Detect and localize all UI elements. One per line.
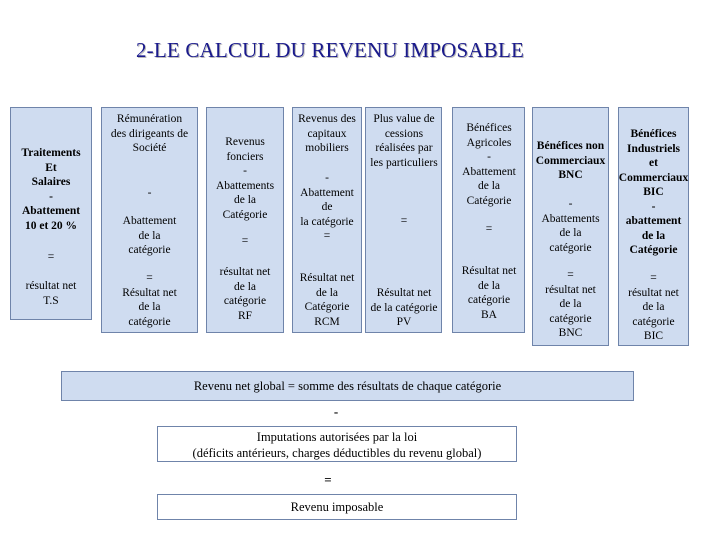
agricoles-result-text: Résultat net de la catégorie BA [461, 265, 517, 321]
plus-value-top-text: Plus value de cessions réalisées par les particuliers [370, 113, 438, 169]
traitements-equals: = [47, 251, 55, 263]
bnc-result-text: = résultat net de la catégorie BNC [545, 269, 596, 339]
bnc-top-text: Bénéfices non Commerciaux BNC [535, 140, 606, 181]
page-title: 2-LE CALCUL DU REVENU IMPOSABLE [135, 38, 525, 62]
dirigeants-result-text: = Résultat net de la catégorie [122, 272, 177, 328]
imputations-text: Imputations autorisées par la loi (déficits antérieurs, charges déductibles du revenu global) [192, 430, 482, 460]
agricoles-top-text: Bénéfices Agricoles - Abattement de la Catégorie [462, 122, 516, 207]
capitaux-top-text: Revenus des capitaux mobiliers [298, 113, 356, 154]
fonciers-result-text: résultat net de la catégorie RF [219, 266, 271, 322]
capitaux-result-text: Résultat net de la Catégorie RCM [299, 272, 355, 328]
revenu-imposable-text: Revenu imposable [290, 500, 384, 514]
minus-sign: - [333, 404, 339, 419]
plus-value-equals: = [400, 215, 408, 227]
bnc-abattements-text: - Abattements de la catégorie [541, 198, 600, 254]
dirigeants-top-text: Rémunération des dirigeants de Société [110, 113, 189, 154]
revenu-net-global-bar [61, 371, 634, 401]
bic-result-text: = résultat net de la catégorie BIC [628, 272, 679, 342]
dirigeants-abattement-text: Abattement de la catégorie [122, 215, 177, 256]
traitements-top-text: Traitements Et Salaires - Abattement 10 et 20 % [21, 147, 81, 232]
dirigeants-minus: - [147, 187, 152, 199]
fonciers-equals: = [241, 235, 249, 247]
imputations-box [157, 426, 517, 462]
equals-sign: = [324, 472, 332, 487]
traitements-result-text: résultat net T.S [25, 280, 77, 307]
revenu-imposable-box [157, 494, 517, 520]
plus-value-result-text: Résultat net de la catégorie PV [370, 287, 438, 328]
bic-top-text: Bénéfices Industriels et Commerciaux BIC - abattement de la Catégorie [618, 128, 689, 256]
revenu-net-global-text: Revenu net global = somme des résultats de chaque catégorie [193, 379, 502, 393]
fonciers-top-text: Revenus fonciers - Abattements de la Catégorie [215, 136, 275, 221]
agricoles-equals: = [485, 223, 493, 235]
capitaux-abattement-text: - Abattement de la catégorie = [300, 172, 354, 242]
